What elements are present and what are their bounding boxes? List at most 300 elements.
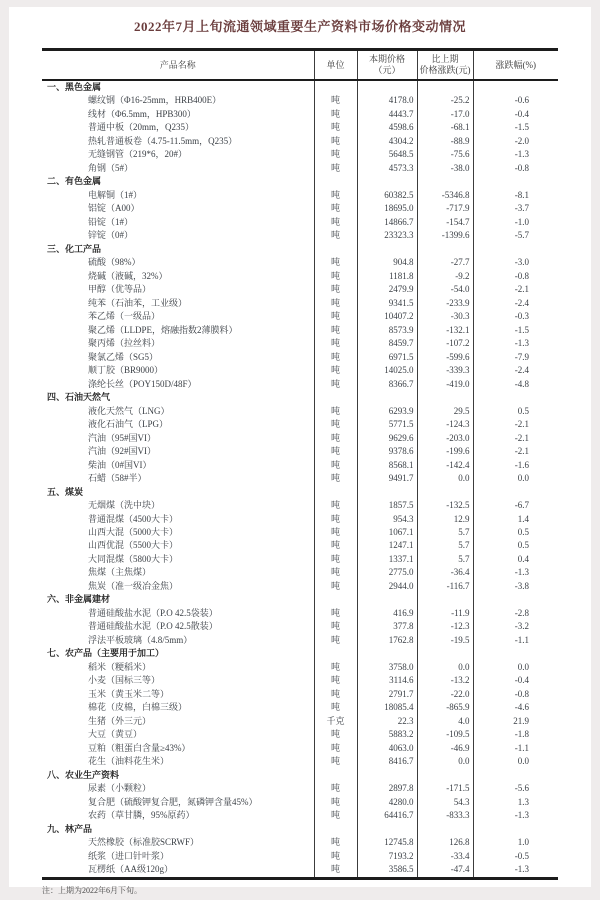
unit-cell: 吨: [314, 472, 357, 485]
product-name: 汽油（95#国VI）: [88, 432, 156, 443]
change-cell: -865.9: [417, 701, 473, 714]
table-row: [42, 850, 558, 863]
price-cell: 1067.1: [357, 526, 417, 539]
unit-cell: 吨: [314, 432, 357, 445]
table-row: [42, 701, 558, 714]
change-cell: -339.3: [417, 364, 473, 377]
pct-cell: 0.5: [473, 526, 558, 539]
table-row: [42, 445, 558, 458]
unit-cell: 吨: [314, 229, 357, 242]
table-row: [42, 256, 558, 269]
price-cell: 3586.5: [357, 863, 417, 878]
price-cell: 9378.6: [357, 445, 417, 458]
change-cell: [417, 647, 473, 660]
price-cell: 2775.0: [357, 566, 417, 579]
price-cell: 12745.8: [357, 836, 417, 849]
price-cell: 9341.5: [357, 297, 417, 310]
change-cell: [417, 593, 473, 606]
price-cell: 23323.3: [357, 229, 417, 242]
product-name: 聚氯乙烯（SG5）: [88, 351, 159, 362]
pct-cell: -2.1: [473, 445, 558, 458]
unit-cell: 吨: [314, 553, 357, 566]
change-cell: 4.0: [417, 715, 473, 728]
section-row: [42, 769, 558, 782]
change-cell: -107.2: [417, 337, 473, 350]
price-cell: 2791.7: [357, 688, 417, 701]
unit-cell: [314, 647, 357, 660]
change-cell: -12.3: [417, 620, 473, 633]
product-name: 大同混煤（5800大卡）: [88, 553, 179, 564]
pct-cell: [473, 486, 558, 499]
price-cell: [357, 391, 417, 404]
unit-cell: 吨: [314, 863, 357, 878]
price-cell: 18085.4: [357, 701, 417, 714]
unit-cell: 吨: [314, 270, 357, 283]
change-cell: -599.6: [417, 351, 473, 364]
price-cell: 8568.1: [357, 459, 417, 472]
unit-cell: 吨: [314, 701, 357, 714]
table-row: [42, 162, 558, 175]
unit-cell: 吨: [314, 351, 357, 364]
table-row: [42, 418, 558, 431]
price-cell: 904.8: [357, 256, 417, 269]
change-cell: 0.0: [417, 472, 473, 485]
change-cell: -68.1: [417, 121, 473, 134]
change-cell: [417, 823, 473, 836]
change-cell: -199.6: [417, 445, 473, 458]
pct-cell: -3.7: [473, 202, 558, 215]
unit-cell: 吨: [314, 634, 357, 647]
unit-cell: 吨: [314, 620, 357, 633]
table-row: [42, 283, 558, 296]
price-cell: 1762.8: [357, 634, 417, 647]
unit-cell: 吨: [314, 607, 357, 620]
unit-cell: 吨: [314, 755, 357, 768]
product-name: 尿素（小颗粒）: [88, 783, 152, 794]
unit-cell: 千克: [314, 715, 357, 728]
change-cell: -47.4: [417, 863, 473, 878]
change-cell: -22.0: [417, 688, 473, 701]
unit-cell: [314, 391, 357, 404]
change-cell: 29.5: [417, 405, 473, 418]
pct-cell: -0.4: [473, 674, 558, 687]
table-row: [42, 661, 558, 674]
pct-cell: 1.3: [473, 796, 558, 809]
change-cell: -142.4: [417, 459, 473, 472]
section-title: 一、黑色金属: [47, 82, 102, 92]
product-name: 铝锭（A00）: [88, 203, 140, 214]
unit-cell: [314, 823, 357, 836]
pct-cell: [473, 769, 558, 782]
table-row: [42, 189, 558, 202]
col-header-price-line1: 本期价格: [368, 54, 405, 65]
table-row: [42, 270, 558, 283]
product-name: 豆粕（粗蛋白含量≥43%）: [88, 742, 191, 753]
unit-cell: 吨: [314, 405, 357, 418]
price-cell: 5883.2: [357, 728, 417, 741]
pct-cell: -2.0: [473, 135, 558, 148]
pct-cell: 0.4: [473, 553, 558, 566]
price-cell: 1181.8: [357, 270, 417, 283]
section-row: [42, 593, 558, 606]
price-cell: 18695.0: [357, 202, 417, 215]
price-cell: 8459.7: [357, 337, 417, 350]
price-cell: 4304.2: [357, 135, 417, 148]
price-cell: 3758.0: [357, 661, 417, 674]
table-row: [42, 324, 558, 337]
change-cell: -132.5: [417, 499, 473, 512]
col-header-price-line2: （元）: [373, 65, 401, 75]
document-page: [9, 7, 591, 895]
unit-cell: 吨: [314, 539, 357, 552]
unit-cell: 吨: [314, 526, 357, 539]
pct-cell: -2.4: [473, 297, 558, 310]
pct-cell: -8.1: [473, 189, 558, 202]
change-cell: -17.0: [417, 108, 473, 121]
pct-cell: -6.7: [473, 499, 558, 512]
change-cell: -203.0: [417, 432, 473, 445]
price-cell: 8573.9: [357, 324, 417, 337]
pct-cell: -1.5: [473, 121, 558, 134]
change-cell: -1399.6: [417, 229, 473, 242]
change-cell: -419.0: [417, 378, 473, 391]
price-cell: 1247.1: [357, 539, 417, 552]
price-cell: [357, 486, 417, 499]
unit-cell: 吨: [314, 337, 357, 350]
table-row: [42, 108, 558, 121]
change-cell: [417, 175, 473, 188]
product-name: 涤纶长丝（POY150D/48F）: [88, 378, 197, 389]
table-row: [42, 310, 558, 323]
change-cell: [417, 243, 473, 256]
pct-cell: [473, 647, 558, 660]
pct-cell: -2.1: [473, 432, 558, 445]
unit-cell: 吨: [314, 836, 357, 849]
pct-cell: 21.9: [473, 715, 558, 728]
pct-cell: -1.1: [473, 634, 558, 647]
table-row: [42, 553, 558, 566]
product-name: 汽油（92#国VI）: [88, 446, 156, 457]
product-name: 浮法平板玻璃（4.8/5mm）: [88, 634, 193, 645]
pct-cell: -4.8: [473, 378, 558, 391]
unit-cell: 吨: [314, 661, 357, 674]
change-cell: -54.0: [417, 283, 473, 296]
product-name: 热轧普通板卷（4.75-11.5mm，Q235）: [88, 135, 238, 146]
pct-cell: -1.6: [473, 459, 558, 472]
unit-cell: 吨: [314, 742, 357, 755]
change-cell: -75.6: [417, 148, 473, 161]
product-name: 无烟煤（洗中块）: [88, 500, 161, 511]
pct-cell: -1.8: [473, 728, 558, 741]
product-name: 纸浆（进口针叶浆）: [88, 850, 170, 861]
table-row: [42, 472, 558, 485]
table-row: [42, 715, 558, 728]
change-cell: -5346.8: [417, 189, 473, 202]
change-cell: -30.3: [417, 310, 473, 323]
table-row: [42, 674, 558, 687]
col-header-change: [417, 50, 473, 81]
table-row: [42, 755, 558, 768]
price-cell: 9491.7: [357, 472, 417, 485]
change-cell: -116.7: [417, 580, 473, 593]
unit-cell: 吨: [314, 216, 357, 229]
product-name: 花生（油料花生米）: [88, 756, 170, 767]
table-row: [42, 688, 558, 701]
pct-cell: [473, 175, 558, 188]
change-cell: -13.2: [417, 674, 473, 687]
product-name: 山西优混（5500大卡）: [88, 540, 179, 551]
product-name: 普通中板（20mm，Q235）: [88, 122, 195, 133]
pct-cell: -2.1: [473, 283, 558, 296]
unit-cell: 吨: [314, 850, 357, 863]
product-name: 液化天然气（LNG）: [88, 405, 170, 416]
price-cell: 4443.7: [357, 108, 417, 121]
change-cell: -833.3: [417, 809, 473, 822]
unit-cell: 吨: [314, 364, 357, 377]
table-row: [42, 121, 558, 134]
change-cell: -19.5: [417, 634, 473, 647]
section-title: 三、化工产品: [47, 243, 102, 254]
change-cell: -11.9: [417, 607, 473, 620]
product-name: 铅锭（1#）: [88, 216, 134, 227]
price-cell: 2897.8: [357, 782, 417, 795]
price-cell: 8366.7: [357, 378, 417, 391]
section-row: [42, 175, 558, 188]
price-cell: 14025.0: [357, 364, 417, 377]
unit-cell: [314, 769, 357, 782]
product-name: 顺丁胶（BR9000）: [88, 365, 164, 376]
change-cell: -109.5: [417, 728, 473, 741]
price-cell: [357, 593, 417, 606]
section-row: [42, 80, 558, 94]
product-name: 液化石油气（LPG）: [88, 419, 169, 430]
change-cell: 0.0: [417, 755, 473, 768]
table-row: [42, 229, 558, 242]
unit-cell: 吨: [314, 202, 357, 215]
unit-cell: 吨: [314, 189, 357, 202]
change-cell: [417, 769, 473, 782]
change-cell: -154.7: [417, 216, 473, 229]
change-cell: 5.7: [417, 526, 473, 539]
section-row: [42, 823, 558, 836]
col-header-product: 产品名称: [42, 50, 314, 81]
product-name: 石蜡（58#半）: [88, 473, 147, 484]
section-title: 六、非金属建材: [47, 594, 111, 605]
table-row: [42, 526, 558, 539]
unit-cell: 吨: [314, 688, 357, 701]
section-row: [42, 647, 558, 660]
unit-cell: 吨: [314, 135, 357, 148]
table-row: [42, 297, 558, 310]
pct-cell: [473, 80, 558, 94]
pct-cell: -1.5: [473, 324, 558, 337]
price-cell: 6293.9: [357, 405, 417, 418]
price-cell: [357, 175, 417, 188]
unit-cell: 吨: [314, 499, 357, 512]
section-title: 五、煤炭: [47, 486, 84, 497]
price-cell: 14866.7: [357, 216, 417, 229]
unit-cell: 吨: [314, 297, 357, 310]
pct-cell: 0.0: [473, 755, 558, 768]
price-cell: 7193.2: [357, 850, 417, 863]
price-cell: 64416.7: [357, 809, 417, 822]
page-title: 2022年7月上旬流通领域重要生产资料市场价格变动情况: [133, 19, 466, 34]
price-cell: 60382.5: [357, 189, 417, 202]
price-cell: [357, 80, 417, 94]
change-cell: 54.3: [417, 796, 473, 809]
table-row: [42, 202, 558, 215]
change-cell: 126.8: [417, 836, 473, 849]
pct-cell: 0.0: [473, 661, 558, 674]
pct-cell: -5.6: [473, 782, 558, 795]
table-row: [42, 728, 558, 741]
price-cell: 4178.0: [357, 94, 417, 107]
product-name: 螺纹钢（Φ16-25mm，HRB400E）: [88, 95, 222, 106]
pct-cell: -1.3: [473, 337, 558, 350]
footnote: 注：上期为2022年6月下旬。: [42, 885, 142, 895]
product-name: 烧碱（液碱，32%）: [88, 270, 168, 281]
change-cell: -88.9: [417, 135, 473, 148]
pct-cell: -3.0: [473, 256, 558, 269]
price-cell: [357, 243, 417, 256]
table-row: [42, 499, 558, 512]
product-name: 柴油（0#国VI）: [88, 459, 152, 470]
change-cell: -717.9: [417, 202, 473, 215]
table-row: [42, 796, 558, 809]
price-cell: [357, 823, 417, 836]
col-header-change-line2: 价格涨跌(元): [419, 65, 471, 75]
change-cell: -25.2: [417, 94, 473, 107]
pct-cell: 0.5: [473, 539, 558, 552]
product-name: 纯苯（石油苯，工业级）: [88, 297, 188, 308]
product-name: 大豆（黄豆）: [88, 729, 143, 740]
unit-cell: [314, 175, 357, 188]
unit-cell: 吨: [314, 324, 357, 337]
pct-cell: -1.3: [473, 148, 558, 161]
section-title: 七、农产品（主要用于加工）: [47, 648, 165, 659]
pct-cell: -0.3: [473, 310, 558, 323]
price-cell: 377.8: [357, 620, 417, 633]
table-header-row: [42, 50, 558, 81]
change-cell: [417, 391, 473, 404]
unit-cell: 吨: [314, 148, 357, 161]
price-cell: [357, 769, 417, 782]
section-title: 九、林产品: [47, 823, 93, 834]
price-cell: 22.3: [357, 715, 417, 728]
table-row: [42, 135, 558, 148]
table-row: [42, 351, 558, 364]
pct-cell: -2.4: [473, 364, 558, 377]
pct-cell: -2.1: [473, 418, 558, 431]
unit-cell: 吨: [314, 310, 357, 323]
price-cell: 1857.5: [357, 499, 417, 512]
product-name: 小麦（国标三等）: [88, 675, 161, 686]
table-row: [42, 539, 558, 552]
pct-cell: -3.8: [473, 580, 558, 593]
change-cell: 0.0: [417, 661, 473, 674]
section-row: [42, 243, 558, 256]
change-cell: -132.1: [417, 324, 473, 337]
unit-cell: 吨: [314, 796, 357, 809]
price-cell: 2479.9: [357, 283, 417, 296]
pct-cell: 1.0: [473, 836, 558, 849]
price-cell: 416.9: [357, 607, 417, 620]
unit-cell: [314, 486, 357, 499]
table-row: [42, 742, 558, 755]
table-row: [42, 405, 558, 418]
product-name: 普通硅酸盐水泥（P.O 42.5袋装）: [88, 607, 218, 618]
col-header-change-line1: 比上期: [431, 54, 459, 65]
product-name: 瓦楞纸（AA级120g）: [88, 864, 173, 875]
pct-cell: 0.0: [473, 472, 558, 485]
change-cell: -124.3: [417, 418, 473, 431]
product-name: 天然橡胶（标准胶SCRWF）: [88, 837, 200, 848]
unit-cell: 吨: [314, 418, 357, 431]
change-cell: -46.9: [417, 742, 473, 755]
change-cell: -171.5: [417, 782, 473, 795]
pct-cell: [473, 823, 558, 836]
change-cell: 12.9: [417, 513, 473, 526]
unit-cell: 吨: [314, 809, 357, 822]
unit-cell: 吨: [314, 162, 357, 175]
pct-cell: [473, 391, 558, 404]
product-name: 苯乙烯（一级品）: [88, 311, 161, 322]
table-row: [42, 337, 558, 350]
col-header-pct: 涨跌幅(%): [473, 50, 558, 81]
product-name: 稻米（粳稻米）: [88, 661, 152, 672]
table-row: [42, 863, 558, 878]
price-cell: 1337.1: [357, 553, 417, 566]
table-row: [42, 580, 558, 593]
product-name: 普通硅酸盐水泥（P.O 42.5散装）: [88, 621, 218, 632]
unit-cell: [314, 243, 357, 256]
price-cell: 10407.2: [357, 310, 417, 323]
unit-cell: 吨: [314, 256, 357, 269]
unit-cell: 吨: [314, 674, 357, 687]
price-cell: 4573.3: [357, 162, 417, 175]
pct-cell: [473, 593, 558, 606]
change-cell: 5.7: [417, 539, 473, 552]
product-name: 焦煤（主焦煤）: [88, 567, 152, 578]
product-name: 生猪（外三元）: [88, 715, 152, 726]
price-cell: 5771.5: [357, 418, 417, 431]
pct-cell: -1.3: [473, 863, 558, 878]
product-name: 山西大混（5000大卡）: [88, 526, 179, 537]
price-cell: 8416.7: [357, 755, 417, 768]
price-cell: [357, 647, 417, 660]
table-row: [42, 216, 558, 229]
col-header-unit: 单位: [314, 50, 357, 81]
price-table: [42, 48, 558, 880]
pct-cell: -0.8: [473, 688, 558, 701]
price-cell: 4598.6: [357, 121, 417, 134]
change-cell: -27.7: [417, 256, 473, 269]
unit-cell: [314, 80, 357, 94]
col-header-price: [357, 50, 417, 81]
table-row: [42, 836, 558, 849]
change-cell: -36.4: [417, 566, 473, 579]
product-name: 硫酸（98%）: [88, 257, 141, 268]
pct-cell: -0.8: [473, 270, 558, 283]
change-cell: -9.2: [417, 270, 473, 283]
section-title: 八、农业生产资料: [47, 769, 120, 780]
price-cell: 9629.6: [357, 432, 417, 445]
unit-cell: 吨: [314, 445, 357, 458]
product-name: 玉米（黄玉米二等）: [88, 688, 170, 699]
price-cell: 4280.0: [357, 796, 417, 809]
table-row: [42, 809, 558, 822]
pct-cell: -5.7: [473, 229, 558, 242]
